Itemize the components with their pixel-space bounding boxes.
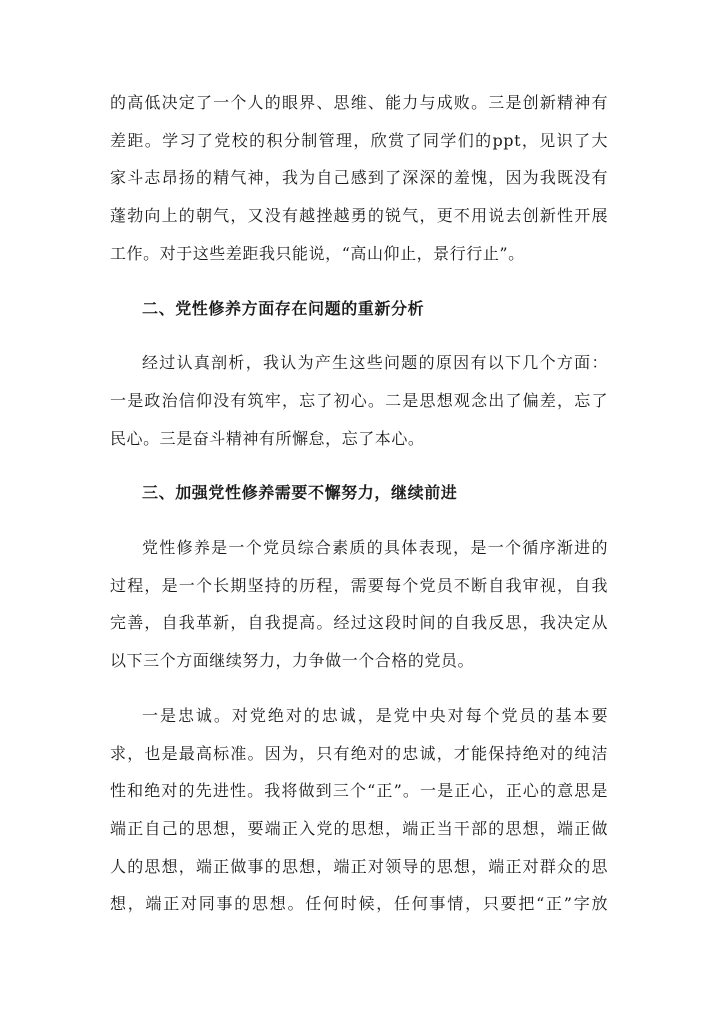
text-line: 过程，是一个长期坚持的历程，需要每个党员不断自我审视，自我: [110, 575, 608, 595]
text-line: 人的思想，端正做事的思想，端正对领导的思想，端正对群众的思: [110, 856, 608, 876]
section-heading-3: 三、加强党性修养需要不懈努力，继续前进: [142, 483, 458, 503]
text-line: 端正自己的思想，要端正入党的思想，端正当干部的思想，端正做: [110, 818, 608, 838]
text-line: 民心。三是奋斗精神有所懈怠，忘了本心。: [110, 428, 425, 448]
paragraph-3: [110, 529, 608, 680]
document-page: [110, 84, 608, 923]
text-line: 党性修养是一个党员综合素质的具体表现，是一个循序渐进的: [142, 538, 608, 558]
text-line: 性和绝对的先进性。我将做到三个“正”。一是正心，正心的意思是: [110, 781, 608, 801]
text-line: 家斗志昂扬的精气神，我为自己感到了深深的羞愧，因为我既没有: [110, 168, 608, 188]
text-line: 求，也是最高标准。因为，只有绝对的忠诚，才能保持绝对的纯洁: [110, 743, 608, 763]
text-line: 一是政治信仰没有筑牢，忘了初心。二是思想观念出了偏差，忘了: [110, 390, 608, 410]
text-line: 完善，自我革新，自我提高。经过这段时间的自我反思，我决定从: [110, 613, 608, 633]
paragraph-2: [110, 344, 608, 457]
text-line: 以下三个方面继续努力，力争做一个合格的党员。: [110, 651, 475, 671]
paragraph-4: [110, 697, 608, 923]
text-line: 想，端正对同事的思想。任何时候，任何事情，只要把“正”字放: [110, 894, 608, 914]
text-line: 差距。学习了党校的积分制管理，欣赏了同学们的ppt，见识了大: [110, 130, 608, 150]
text-line: 经过认真剖析，我认为产生这些问题的原因有以下几个方面：: [142, 353, 608, 373]
text-line: 一是忠诚。对党绝对的忠诚，是党中央对每个党员的基本要: [142, 705, 608, 725]
paragraph-1: [110, 84, 608, 273]
text-line: 工作。对于这些差距我只能说，“高山仰止，景行行止”。: [110, 243, 525, 263]
text-line: 的高低决定了一个人的眼界、思维、能力与成败。三是创新精神有: [110, 93, 608, 112]
section-heading-2: 二、党性修养方面存在问题的重新分析: [142, 298, 425, 318]
text-line: 蓬勃向上的朝气，又没有越挫越勇的锐气，更不用说去创新性开展: [110, 206, 608, 226]
